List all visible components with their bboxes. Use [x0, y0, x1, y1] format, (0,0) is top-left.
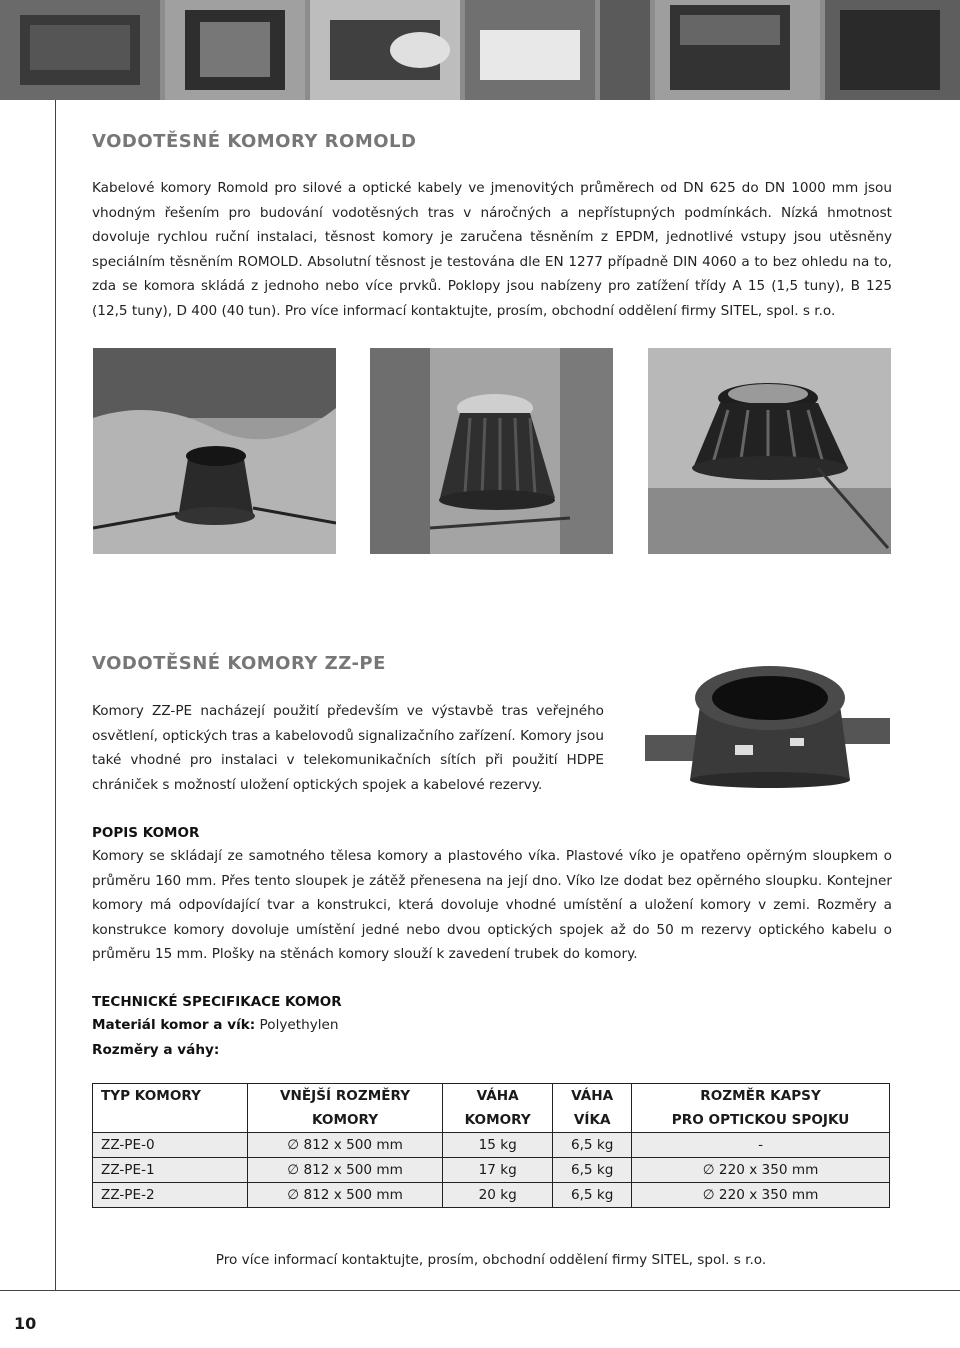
th2-type — [93, 1108, 248, 1133]
section-title-zzpe: VODOTĚSNÉ KOMORY ZZ-PE — [92, 653, 386, 674]
chamber-photo-2 — [370, 348, 613, 554]
cell-weight-lid: 6,5 kg — [553, 1133, 632, 1158]
cell-dims: ∅ 812 x 500 mm — [248, 1183, 443, 1208]
th2-pocket: PRO OPTICKOU SPOJKU — [632, 1108, 890, 1133]
chamber-photo-1 — [93, 348, 336, 554]
cell-weight-chamber: 15 kg — [443, 1133, 553, 1158]
page-number: 10 — [14, 1314, 37, 1333]
th-weight-lid: VÁHA — [553, 1084, 632, 1109]
zzpe-paragraph: Komory ZZ-PE nacházejí použití především ve výstavbě tras veřejného osvětlení, optických tras a kabelovodů signalizačního zařízení. Komory jsou také vhodné pro instalaci v telekomunikačních sítích při použití HDPE chrániček s možností uložení optických spojek a kabelové rezervy. — [92, 703, 604, 793]
th-type: TYP KOMORY — [93, 1084, 248, 1109]
material-line — [92, 1017, 339, 1033]
cell-pocket: ∅ 220 x 350 mm — [632, 1158, 890, 1183]
left-margin-rule — [55, 100, 56, 1290]
spec-heading: TECHNICKÉ SPECIFIKACE KOMOR — [92, 994, 342, 1010]
popis-heading: POPIS KOMOR — [92, 825, 200, 841]
table-row — [93, 1183, 890, 1208]
cell-weight-lid: 6,5 kg — [553, 1183, 632, 1208]
th-pocket: ROZMĚR KAPSY — [632, 1084, 890, 1109]
dims-label: Rozměry a váhy: — [92, 1042, 220, 1058]
th2-dims: KOMORY — [248, 1108, 443, 1133]
chamber-photo-3 — [648, 348, 891, 554]
romold-paragraph: Kabelové komory Romold pro silové a optické kabely ve jmenovitých průměrech od DN 625 do DN 1000 mm jsou vhodným řešením pro budování vodotěsných tras v náročných a nepřístupných podmínkách. Nízká hmotnost dovoluje rychlou ruční instalaci, těsnost komory je zaručena těsněním z EPDM, jednotlivé vstupy jsou utěsněny speciálním těsněním ROMOLD. Absolutní těsnost je testována dle EN 1277 případně DIN 4060 a to bez ohledu na to, zda se komora skládá z jednoho nebo více prvků. Poklopy jsou nabízeny pro zatížení třídy A 15 (1,5 tuny), B 125 (12,5 tuny), D 400 (40 tun). Pro více informací kontaktujte, prosím, obchodní oddělení firmy SITEL, spol. s r.o. — [92, 180, 892, 319]
cell-weight-lid: 6,5 kg — [553, 1158, 632, 1183]
cell-type: ZZ-PE-2 — [93, 1183, 248, 1208]
table-header-row-1 — [93, 1084, 890, 1109]
top-photo-strip — [0, 0, 960, 100]
footer-contact: Pro více informací kontaktujte, prosím, obchodní oddělení firmy SITEL, spol. s r.o. — [215, 1252, 767, 1268]
material-value: Polyethylen — [259, 1017, 339, 1033]
cell-pocket: - — [632, 1133, 890, 1158]
th2-weight-lid: VÍKA — [553, 1108, 632, 1133]
cell-dims: ∅ 812 x 500 mm — [248, 1158, 443, 1183]
table-header-row-2 — [93, 1108, 890, 1133]
th-weight-chamber: VÁHA — [443, 1084, 553, 1109]
zzpe-product-photo — [640, 650, 890, 805]
material-label: Materiál komor a vík: — [92, 1017, 256, 1033]
spec-table — [92, 1083, 890, 1208]
table-row — [93, 1133, 890, 1158]
th2-weight-chamber: KOMORY — [443, 1108, 553, 1133]
cell-weight-chamber: 20 kg — [443, 1183, 553, 1208]
dims-line — [92, 1042, 219, 1058]
cell-type: ZZ-PE-0 — [93, 1133, 248, 1158]
cell-dims: ∅ 812 x 500 mm — [248, 1133, 443, 1158]
cell-weight-chamber: 17 kg — [443, 1158, 553, 1183]
table-row — [93, 1158, 890, 1183]
cell-type: ZZ-PE-1 — [93, 1158, 248, 1183]
cell-pocket: ∅ 220 x 350 mm — [632, 1183, 890, 1208]
section-title-romold: VODOTĚSNÉ KOMORY ROMOLD — [92, 131, 417, 152]
bottom-rule — [0, 1290, 960, 1291]
th-dims: VNĚJŠÍ ROZMĚRY — [248, 1084, 443, 1109]
popis-paragraph: Komory se skládají ze samotného tělesa komory a plastového víka. Plastové víko je opatřeno opěrným sloupkem o průměru 160 mm. Přes tento sloupek je zátěž přenesena na její dno. Víko lze dodat bez opěrného sloupku. Kontejner komory má odpovídající tvar a konstrukci, která dovoluje vhodné umístění a uložení komory v zemi. Rozměry a konstrukce komory dovoluje umístění jedné nebo dvou optických spojek až do 50 m rezervy optického kabelu o průměru 15 mm. Plošky na stěnách komory slouží k zavedení trubek do komory. — [92, 848, 892, 962]
